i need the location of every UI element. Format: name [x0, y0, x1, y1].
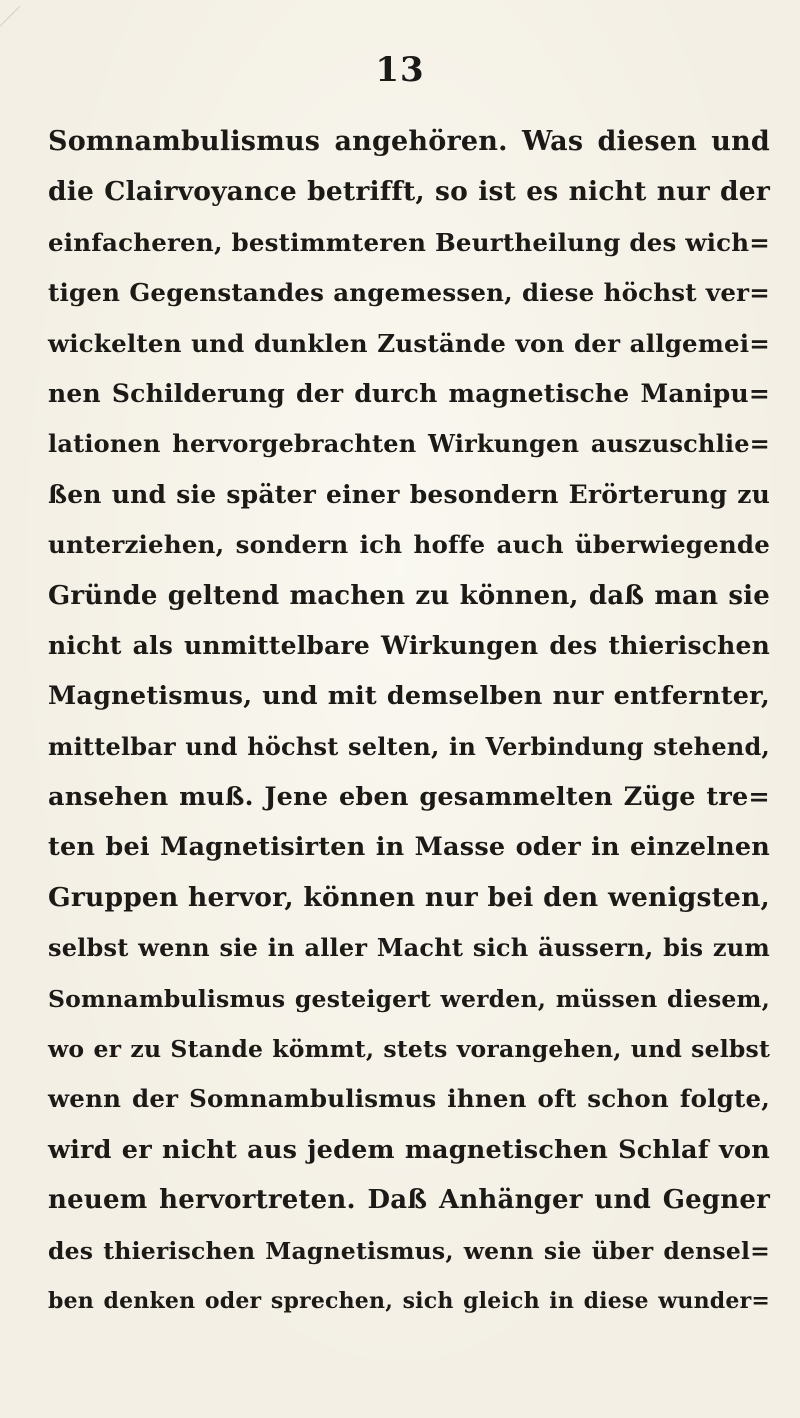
text-line: Gruppen hervor, können nur bei den wenigsten,: [48, 881, 770, 913]
text-line: Somnambulismus gesteigert werden, müssen diesem,: [48, 984, 770, 1013]
corner-fold-mark: [0, 0, 21, 49]
page-number: 13: [375, 50, 425, 90]
text-line: einfacheren, bestimmteren Beurtheilung des wich=: [48, 227, 770, 257]
text-line: wickelten und dunklen Zustände von der allgemei=: [48, 328, 770, 358]
text-line: wo er zu Stande kömmt, stets vorangehen, und selbst: [48, 1035, 770, 1064]
text-line: unterziehen, sondern ich hoffe auch überwiegende: [48, 530, 770, 560]
body-text: [48, 117, 770, 1326]
text-line: die Clairvoyance betrifft, so ist es nicht nur der: [48, 176, 770, 208]
text-line: nicht als unmittelbare Wirkungen des thierischen: [48, 630, 770, 660]
text-line: des thierischen Magnetismus, wenn sie über densel=: [48, 1236, 770, 1265]
text-line: lationen hervorgebrachten Wirkungen auszuschlie=: [48, 429, 770, 459]
text-line: Magnetismus, und mit demselben nur entfernter,: [48, 681, 770, 712]
text-line: ßen und sie später einer besondern Erörterung zu: [48, 479, 770, 509]
text-line: ten bei Magnetisirten in Masse oder in einzelnen: [48, 832, 770, 863]
text-line: selbst wenn sie in aller Macht sich äussern, bis zum: [48, 933, 770, 963]
text-line: neuem hervortreten. Daß Anhänger und Gegner: [48, 1185, 770, 1216]
text-line: ansehen muß. Jene eben gesammelten Züge tre=: [48, 782, 770, 813]
text-line: tigen Gegenstandes angemessen, diese höchst ver=: [48, 278, 770, 308]
text-line: Somnambulismus angehören. Was diesen und: [48, 126, 770, 157]
text-line: mittelbar und höchst selten, in Verbindung stehend,: [48, 731, 770, 761]
text-line: nen Schilderung der durch magnetische Manipu=: [48, 378, 770, 408]
text-line: wenn der Somnambulismus ihnen oft schon folgte,: [48, 1084, 770, 1114]
text-line: wird er nicht aus jedem magnetischen Schlaf von: [48, 1134, 770, 1165]
text-line: Gründe geltend machen zu können, daß man sie: [48, 580, 770, 611]
text-line: ben denken oder sprechen, sich gleich in diese wunder=: [48, 1287, 770, 1314]
